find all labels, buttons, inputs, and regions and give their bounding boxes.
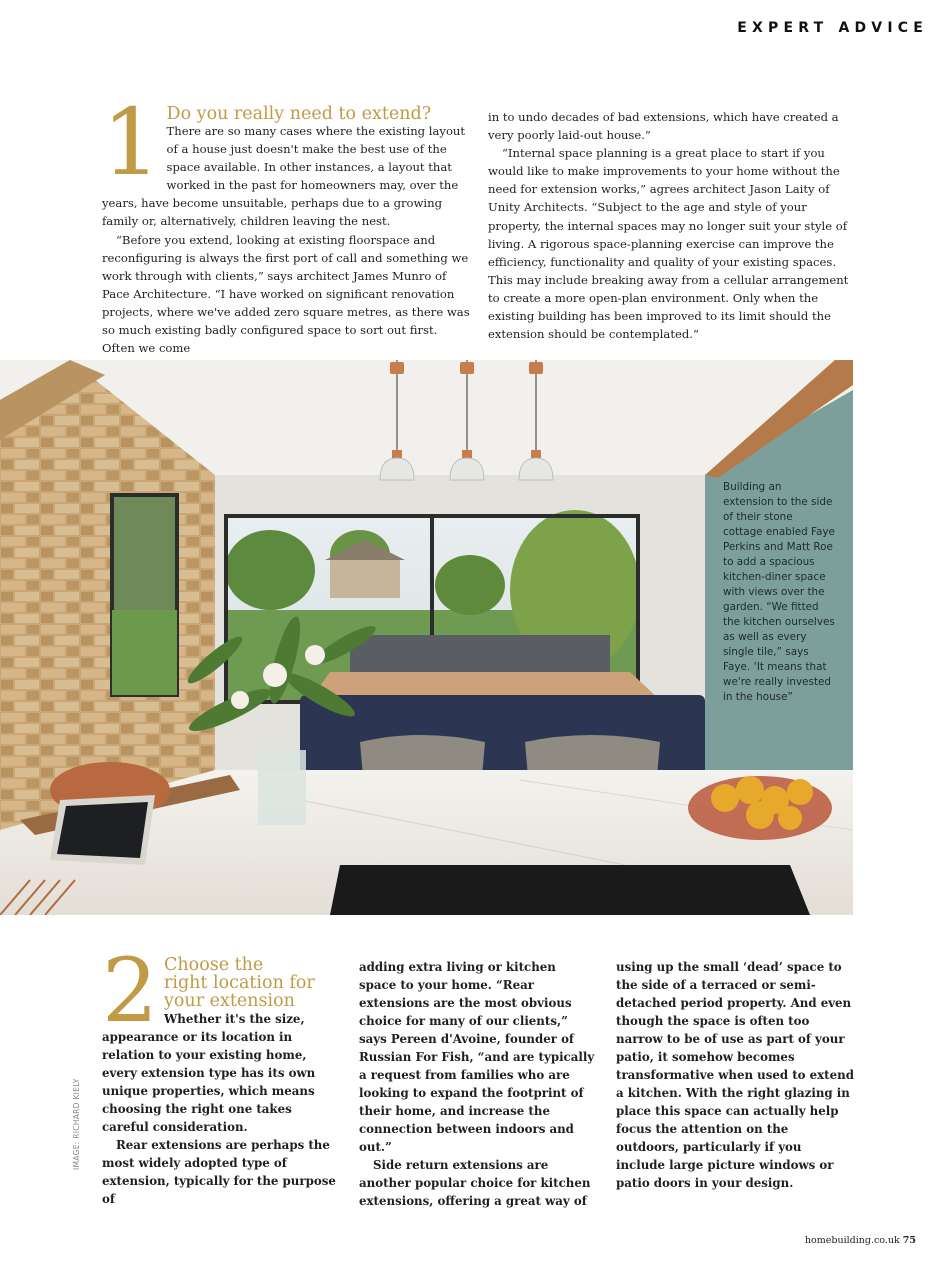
section2-paragraph-5: using up the small ‘dead’ space to the side of a terraced or semi-detached period property. And even though the space is often too narrow to be of use as part of your patio, it somehow becomes transformative when used to extend a kitchen. With the right glazing in place this space can actually help focus the attention on the outdoors, particularly if you include large picture windows or patio doors in your design. (616, 960, 854, 1190)
section2-paragraph-1: Whether it's the size, appearance or its location in relation to your existing home, every extension type has its own unique properties, which means choosing the right one takes careful consideration. (102, 1012, 316, 1134)
section2-heading-line-2: right location for (164, 973, 315, 993)
section2-paragraph-2: Rear extensions are perhaps the most widely adopted type of extension, typically for the purpose of (102, 1138, 336, 1206)
section2-column-2 (359, 958, 597, 1210)
section2-heading-line-3: your extension (164, 991, 295, 1011)
section1-paragraph-1: There are so many cases where the existing layout of a house just doesn't make the best use of the space available. In other instances, a layout that worked in the past for homeowners may, over the years, have become unsuitable, perhaps due to a growing family or, alternatively, children leaving the nest. (102, 124, 466, 229)
image-credit: IMAGE: RICHARD KIELY (72, 1078, 81, 1170)
page-footer (805, 1235, 916, 1246)
section1-paragraph-4: “Internal space planning is a great place to start if you would like to make improvements to your home without the need for extension works,” agrees architect Jason Laity of Unity Architects. “Subject to the age and style of your property, the internal spaces may no longer suit your style of living. A rigorous space-planning exercise can improve the efficiency, functionality and quality of your existing spaces. This may include breaking away from a cellular arrangement to create a more open-plan environment. Only when the existing building has been improved to its limit should the extension should be contemplated.” (488, 146, 849, 342)
section1-right-column (488, 108, 853, 343)
drop-cap-2: 2 (102, 939, 158, 1042)
section2-paragraph-3: adding extra living or kitchen space to your home. “Rear extensions are the most obvious choice for many of our clients,” says Pereen d'Avoine, founder of Russian For Fish, “and are typically a request from families who are looking to expand the footprint of their home, and increase the connection between indoors and out.” (359, 960, 595, 1154)
page-number: 75 (902, 1235, 916, 1246)
footer-site[interactable]: homebuilding.co.uk (804, 1235, 900, 1246)
section2-paragraph-4: Side return extensions are another popular choice for kitchen extensions, offering a great way of (359, 1158, 591, 1208)
section2-column-3 (616, 958, 854, 1192)
section1-paragraph-2: “Before you extend, looking at existing floorspace and reconfiguring is always the first port of call and something we work through with clients,” says architect James Munro of Pace Architecture. “I have worked on significant renovation projects, where we've added zero square metres, as there was so much existing badly configured space to sort out first. Often we come (102, 232, 470, 356)
section1-paragraph-3: in to undo decades of bad extensions, which have created a very poorly laid-out house.” (488, 110, 839, 143)
photo-caption: Building an extension to the side of their stone cottage enabled Faye Perkins and Matt Roe to add a spacious kitchen-diner space with views over the garden. “We fitted the kitchen ourselves as well as every single tile,” says Faye. ‘It means that we're really invested in the house” (723, 481, 835, 703)
drop-cap-1: 1 (102, 89, 161, 196)
section1-heading: Do you really need to extend? (166, 104, 432, 124)
kitchen-photo (0, 360, 853, 915)
section2-column-1 (102, 939, 340, 1208)
section1-left-column (102, 89, 470, 357)
section-label: EXPERT ADVICE (737, 20, 928, 36)
section2-heading-line-1: Choose the (164, 955, 264, 975)
